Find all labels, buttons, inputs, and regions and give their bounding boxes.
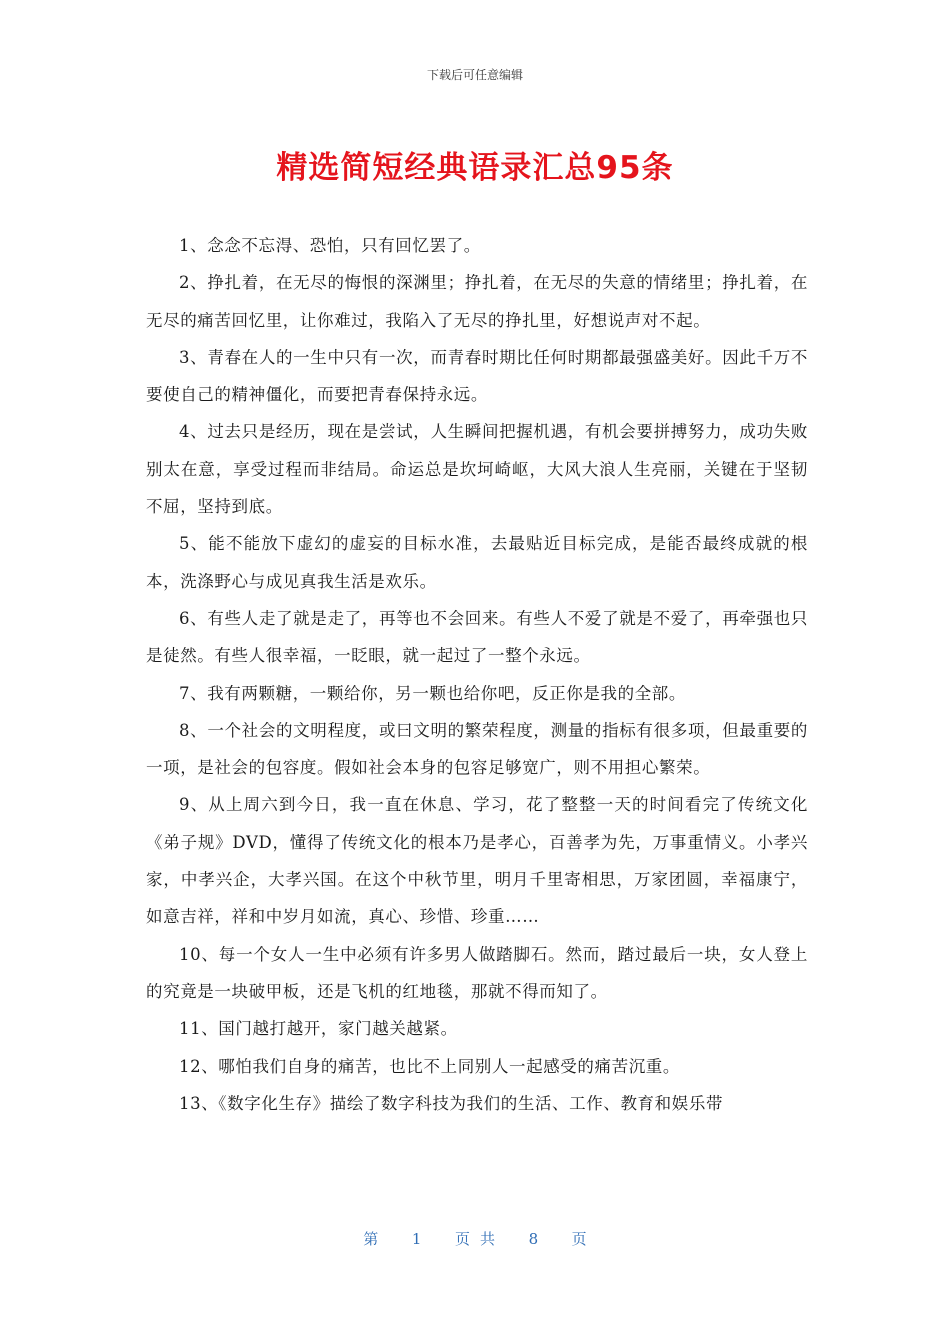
page-footer	[0, 1228, 950, 1249]
paragraph: 6、有些人走了就是走了，再等也不会回来。有些人不爱了就是不爱了，再牵强也只是徒然。有些人很幸福，一眨眼，就一起过了一整个永远。	[146, 608, 808, 666]
paragraph: 13、《数字化生存》描绘了数字科技为我们的生活、工作、教育和娱乐带	[179, 1093, 724, 1113]
paragraph: 3、青春在人的一生中只有一次，而青春时期比任何时期都最强盛美好。因此千万不要使自己的精神僵化，而要把青春保持永远。	[146, 347, 808, 405]
footer-middle: 页共	[454, 1230, 505, 1248]
footer-prefix: 第	[363, 1230, 379, 1248]
header-note: 下载后可任意编辑	[426, 68, 523, 82]
paragraph: 2、挣扎着，在无尽的悔恨的深渊里；挣扎着，在无尽的失意的情绪里；挣扎着，在无尽的痛苦回忆里，让你难过，我陷入了无尽的挣扎里，好想说声对不起。	[146, 273, 808, 330]
paragraph: 5、能不能放下虚幻的虚妄的目标水准，去最贴近目标完成，是能否最终成就的根本，洗涤野心与成见真我生活是欢乐。	[146, 534, 808, 591]
paragraph: 12、哪怕我们自身的痛苦，也比不上同别人一起感受的痛苦沉重。	[179, 1056, 680, 1076]
document-title: 精选简短经典语录汇总95条	[276, 150, 674, 186]
document-body	[146, 227, 808, 1122]
paragraph: 8、一个社会的文明程度，或曰文明的繁荣程度，测量的指标有很多项，但最重要的一项，是社会的包容度。假如社会本身的包容足够宽广，则不用担心繁荣。	[146, 720, 808, 778]
paragraph: 4、过去只是经历，现在是尝试，人生瞬间把握机遇，有机会要拼搏努力，成功失败别太在意，享受过程而非结局。命运总是坎坷崎岖，大风大浪人生亮丽，关键在于坚韧不屈，坚持到底。	[146, 422, 808, 517]
footer-page-number: 1	[411, 1230, 422, 1248]
footer-total-pages: 8	[528, 1230, 539, 1248]
paragraph: 9、从上周六到今日，我一直在休息、学习，花了整整一天的时间看完了传统文化《弟子规》DVD，懂得了传统文化的根本乃是孝心，百善孝为先，万事重情义。小孝兴家，中孝兴企，大孝兴国。在这个中秋节里，明月千里寄相思，万家团圆，幸福康宁，如意吉祥，祥和中岁月如流，真心、珍惜、珍重……	[146, 795, 808, 927]
paragraph: 10、每一个女人一生中必须有许多男人做踏脚石。然而，踏过最后一块，女人登上的究竟是一块破甲板，还是飞机的红地毯，那就不得而知了。	[146, 944, 808, 1001]
paragraph: 1、念念不忘淂、恐怕，只有回忆罢了。	[179, 236, 481, 255]
paragraph: 7、我有两颗糖，一颗给你，另一颗也给你吧，反正你是我的全部。	[179, 683, 686, 703]
paragraph: 11、国门越打越开，家门越关越紧。	[179, 1019, 458, 1039]
footer-suffix: 页	[571, 1230, 587, 1248]
